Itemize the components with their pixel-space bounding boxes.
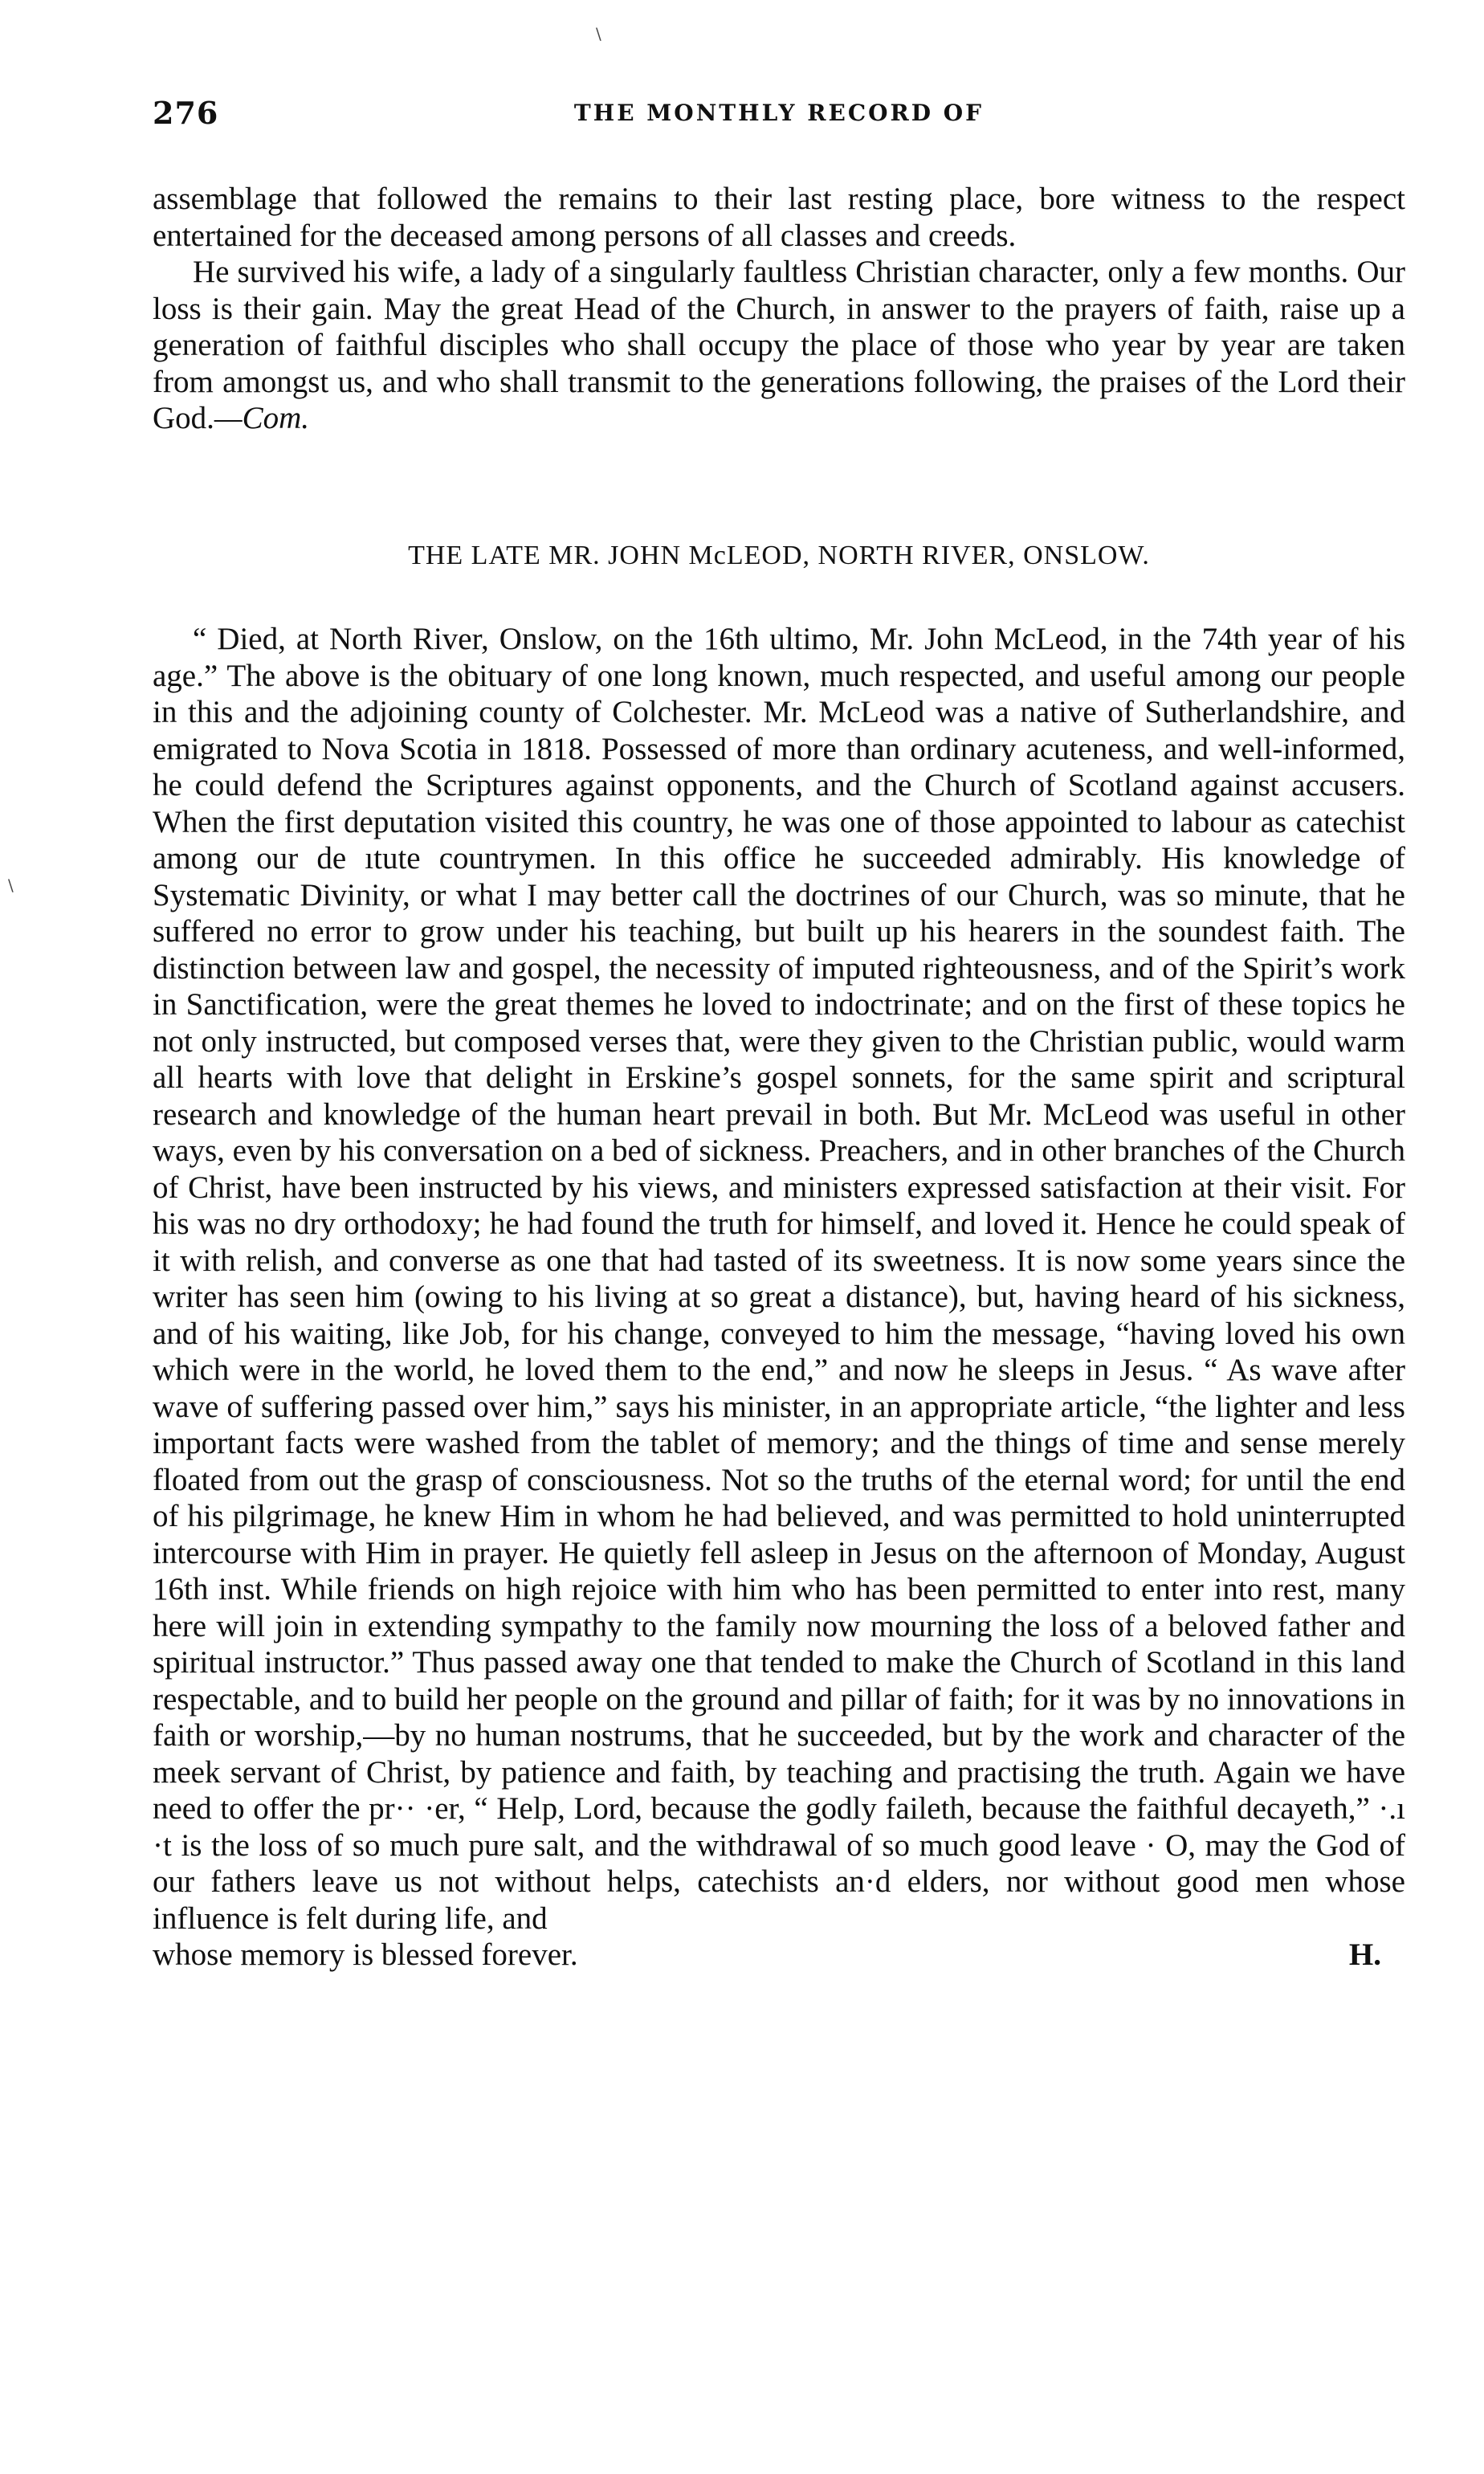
stray-mark: \ [8, 876, 14, 895]
stray-mark: \ [596, 24, 601, 43]
contributor-signoff: —Com. [214, 401, 310, 435]
article-title: THE LATE MR. JOHN McLEOD, NORTH RIVER, ONSLOW. [408, 541, 1150, 570]
article-body [153, 621, 1405, 1974]
paragraph: “ Died, at North River, Onslow, on the 16th ultimo, Mr. John McLeod, in the 74th year of his age.” The above is the obituary of one long known, much respected, and useful among our people in this and the adjoining county of Colchester. Mr. McLeod was a native of Sutherlandshire, and emigrated to Nova Scotia in 1818. Possessed of more than ordinary acuteness, and well-informed, he could defend the Scriptures against opponents, and the Church of Scotland against accusers. When the first deputation visited this country, he was one of those appointed to labour as catechist among our de ıtute countrymen. In this office he succeeded admirably. His knowledge of Systematic Divinity, or what I may better call the doctrines of our Church, was so minute, that he suffered no error to grow under his teaching, but built up his hearers in the soundest faith. The distinction between law and gospel, the necessity of imputed righteousness, and of the Spirit’s work in Sanctification, were the great themes he loved to indoctrinate; and on the first of these topics he not only instructed, but composed verses that, were they given to the Christian public, would warm all hearts with love that delight in Erskine’s gospel sonnets, for the same spirit and scriptural research and knowledge of the human heart prevail in both. But Mr. McLeod was useful in other ways, even by his conversation on a bed of sickness. Preachers, and in other branches of the Church of Christ, have been instructed by his views, and ministers expressed satisfaction at their visit. For his was no dry orthodoxy; he had found the truth for himself, and loved it. Hence he could speak of it with relish, and converse as one that had tasted of its sweetness. It is now some years since the writer has seen him (owing to his living at so great a distance), but, having heard of his sickness, and of his waiting, like Job, for his change, conveyed to him the message, “having loved his own which were in the world, he loved them to the end,” and now he sleeps in Jesus. “ As wave after wave of suffering passed over him,” says his minister, in an appropriate article, “the lighter and less important facts were washed from the tablet of memory; and the things of time and sense merely floated from out the grasp of consciousness. Not so the truths of the eternal word; for until the end of his pilgrimage, he knew Him in whom he had believed, and was permitted to hold uninterrupted intercourse with Him in prayer. He quietly fell asleep in Jesus on the afternoon of Monday, August 16th inst. While friends on high rejoice with him who has been permitted to enter into rest, many here will join in extending sympathy to the family now mourning the loss of a beloved father and spiritual instructor.” Thus passed away one that tended to make the Church of Scotland in this land respectable, and to build her people on the ground and pillar of faith; for it was by no innovations in faith or worship,—by no human nostrums, that he succeeded, but by the work and character of the meek servant of Christ, by patience and faith, by teaching and practising the truth. Again we have need to offer the pr·· ·er, “ Help, Lord, because the godly faileth, because the faithful decayeth,” ·.ı ·t is the loss of so much pure salt, and the withdrawal of so much good leave · O, may the God of our fathers leave us not without helps, catechists an·d elders, nor without good men whose influence is felt during life, and [153, 622, 1405, 1936]
paragraph: assemblage that followed the remains to their last resting place, bore witness to the respect entertained for the deceased among persons of all classes and creeds. [153, 182, 1405, 253]
page-number: 276 [153, 95, 219, 131]
paragraph [153, 254, 1405, 437]
closing-line [153, 1937, 1405, 1974]
author-signature: H. [1348, 1937, 1381, 1972]
closing-text: whose memory is blessed forever. [153, 1937, 578, 1972]
running-head: THE MONTHLY RECORD OF [573, 100, 985, 126]
previous-article-ending [153, 181, 1405, 437]
paragraph-text: He survived his wife, a lady of a singularly faultless Christian character, only a few months. Our loss is their gain. May the great Head of the Church, in answer to the prayers of faith, raise up a generation of faithful disciples who shall occupy the place of those who year by year are taken from amongst us, and who shall transmit to the generations following, the praises of the Lord their God. [153, 255, 1405, 435]
page-header [153, 95, 1405, 143]
